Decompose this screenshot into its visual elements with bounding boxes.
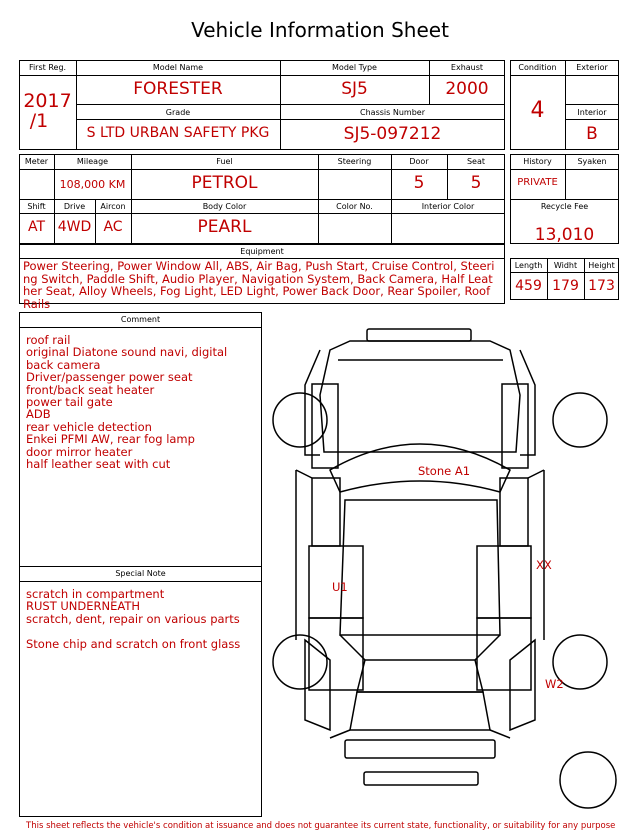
comment-line: door mirror heater — [26, 444, 133, 459]
comment-line: ADB — [26, 407, 51, 422]
color-no-label: Color No. — [336, 202, 373, 211]
mileage-value: 108,000 KM — [59, 178, 126, 191]
rear-window — [357, 660, 483, 692]
exhaust-value: 2000 — [445, 79, 489, 99]
note-line: Stone chip and scratch on front glass — [26, 636, 241, 651]
page-title: Vehicle Information Sheet — [191, 18, 449, 42]
front-bumper — [367, 329, 471, 341]
right-pillar — [500, 478, 528, 546]
steering-label: Steering — [337, 157, 372, 166]
model-type-value: SJ5 — [341, 79, 368, 99]
wheel-left-rear — [273, 635, 327, 689]
length-value: 459 — [515, 278, 542, 294]
history-label: History — [523, 157, 552, 166]
grade-value: S LTD URBAN SAFETY PKG — [86, 125, 270, 141]
seat-label: Seat — [466, 157, 486, 166]
condition-value: 4 — [530, 98, 545, 123]
body-color-value: PEARL — [197, 217, 252, 237]
grade-label: Grade — [165, 108, 191, 117]
fuel-value: PETROL — [191, 173, 258, 193]
note-line: RUST UNDERNEATH — [26, 599, 141, 614]
exhaust-label: Exhaust — [450, 63, 484, 72]
first-reg-label: First Reg. — [28, 63, 67, 72]
drive-value: 4WD — [57, 219, 92, 235]
mileage-label: Mileage — [76, 157, 109, 166]
fuel-label: Fuel — [216, 157, 233, 166]
comment-label: Comment — [120, 315, 161, 324]
condition-label: Condition — [518, 63, 557, 72]
chassis-value: SJ5-097212 — [343, 124, 442, 144]
comment-line: original Diatone sound navi, digital — [26, 345, 228, 360]
height-label: Height — [588, 261, 615, 270]
interior-value: B — [586, 124, 598, 144]
body-color-label: Body Color — [202, 202, 247, 211]
equipment-label: Equipment — [240, 247, 284, 256]
width-value: 179 — [552, 278, 579, 294]
door-label: Door — [409, 157, 429, 166]
recycle-fee-label: Recycle Fee — [540, 202, 589, 211]
comment-line: power tail gate — [26, 395, 113, 410]
aircon-value: AC — [103, 219, 123, 235]
drive-label: Drive — [63, 202, 86, 211]
tailgate — [350, 692, 490, 730]
equipment-text: Power Steering, Power Window All, ABS, Air Bag, Push Start, Cruise Control, Steering Switch, Paddle Shift, Audio Player, Navigation System, Back Camera, Half Leather Seat, Alloy Wheels, Fog Light, LED Light, Power Back Door, Rear Spoiler, Roof Rails — [23, 259, 495, 311]
shift-label: Shift — [27, 202, 46, 211]
length-label: Length — [514, 261, 543, 270]
note-line: scratch, dent, repair on various parts — [26, 611, 240, 626]
comment-line: back camera — [26, 357, 101, 372]
comment-line: rear vehicle detection — [26, 419, 152, 434]
chassis-label: Chassis Number — [360, 108, 425, 117]
meter-label: Meter — [24, 157, 49, 166]
syaken-label: Syaken — [577, 157, 607, 166]
comment-line: roof rail — [26, 333, 71, 347]
damage-mark-stone: Stone A1 — [418, 464, 471, 478]
model-type-label: Model Type — [332, 63, 377, 72]
comment-line: front/back seat heater — [26, 382, 155, 397]
special-note-label: Special Note — [115, 569, 166, 578]
right-rear-door — [477, 618, 531, 690]
left-rear-door — [309, 618, 363, 690]
damage-mark-u1: U1 — [332, 580, 348, 594]
width-label: Widht — [553, 261, 578, 270]
damage-mark-w2: W2 — [545, 677, 564, 691]
wheel-right-front — [553, 393, 607, 447]
disclaimer-footer: This sheet reflects the vehicle's condition at issuance and does not guarantee its current state, functionality, or suitability for any purpose — [26, 821, 616, 831]
comment-line: half leather seat with cut — [26, 457, 171, 472]
hood — [320, 341, 520, 452]
door-value: 5 — [413, 173, 425, 193]
right-front-door — [477, 546, 531, 618]
damage-mark-xx: XX — [536, 558, 552, 572]
comment-line: Driver/passenger power seat — [26, 370, 193, 385]
interior-label: Interior — [577, 108, 607, 117]
comment-line: Enkei PFMI AW, rear fog lamp — [26, 432, 195, 447]
recycle-fee-value: 13,010 — [534, 225, 595, 245]
history-value: PRIVATE — [517, 177, 558, 188]
roof — [340, 500, 500, 635]
model-name-label: Model Name — [152, 63, 204, 72]
interior-color-label: Interior Color — [421, 202, 475, 211]
left-pillar — [312, 478, 340, 546]
height-value: 173 — [588, 278, 615, 294]
first-reg-month: /1 — [29, 110, 49, 132]
rear-bumper — [345, 740, 495, 758]
note-line: scratch in compartment — [26, 587, 165, 601]
first-reg-year: 2017 — [23, 90, 72, 112]
exterior-label: Exterior — [576, 63, 608, 72]
rear-step — [364, 772, 478, 785]
shift-value: AT — [27, 219, 46, 235]
spare-tire — [560, 752, 616, 808]
wheel-left-front — [273, 393, 327, 447]
aircon-label: Aircon — [100, 202, 126, 211]
model-name-value: FORESTER — [133, 79, 223, 99]
seat-value: 5 — [470, 173, 482, 193]
